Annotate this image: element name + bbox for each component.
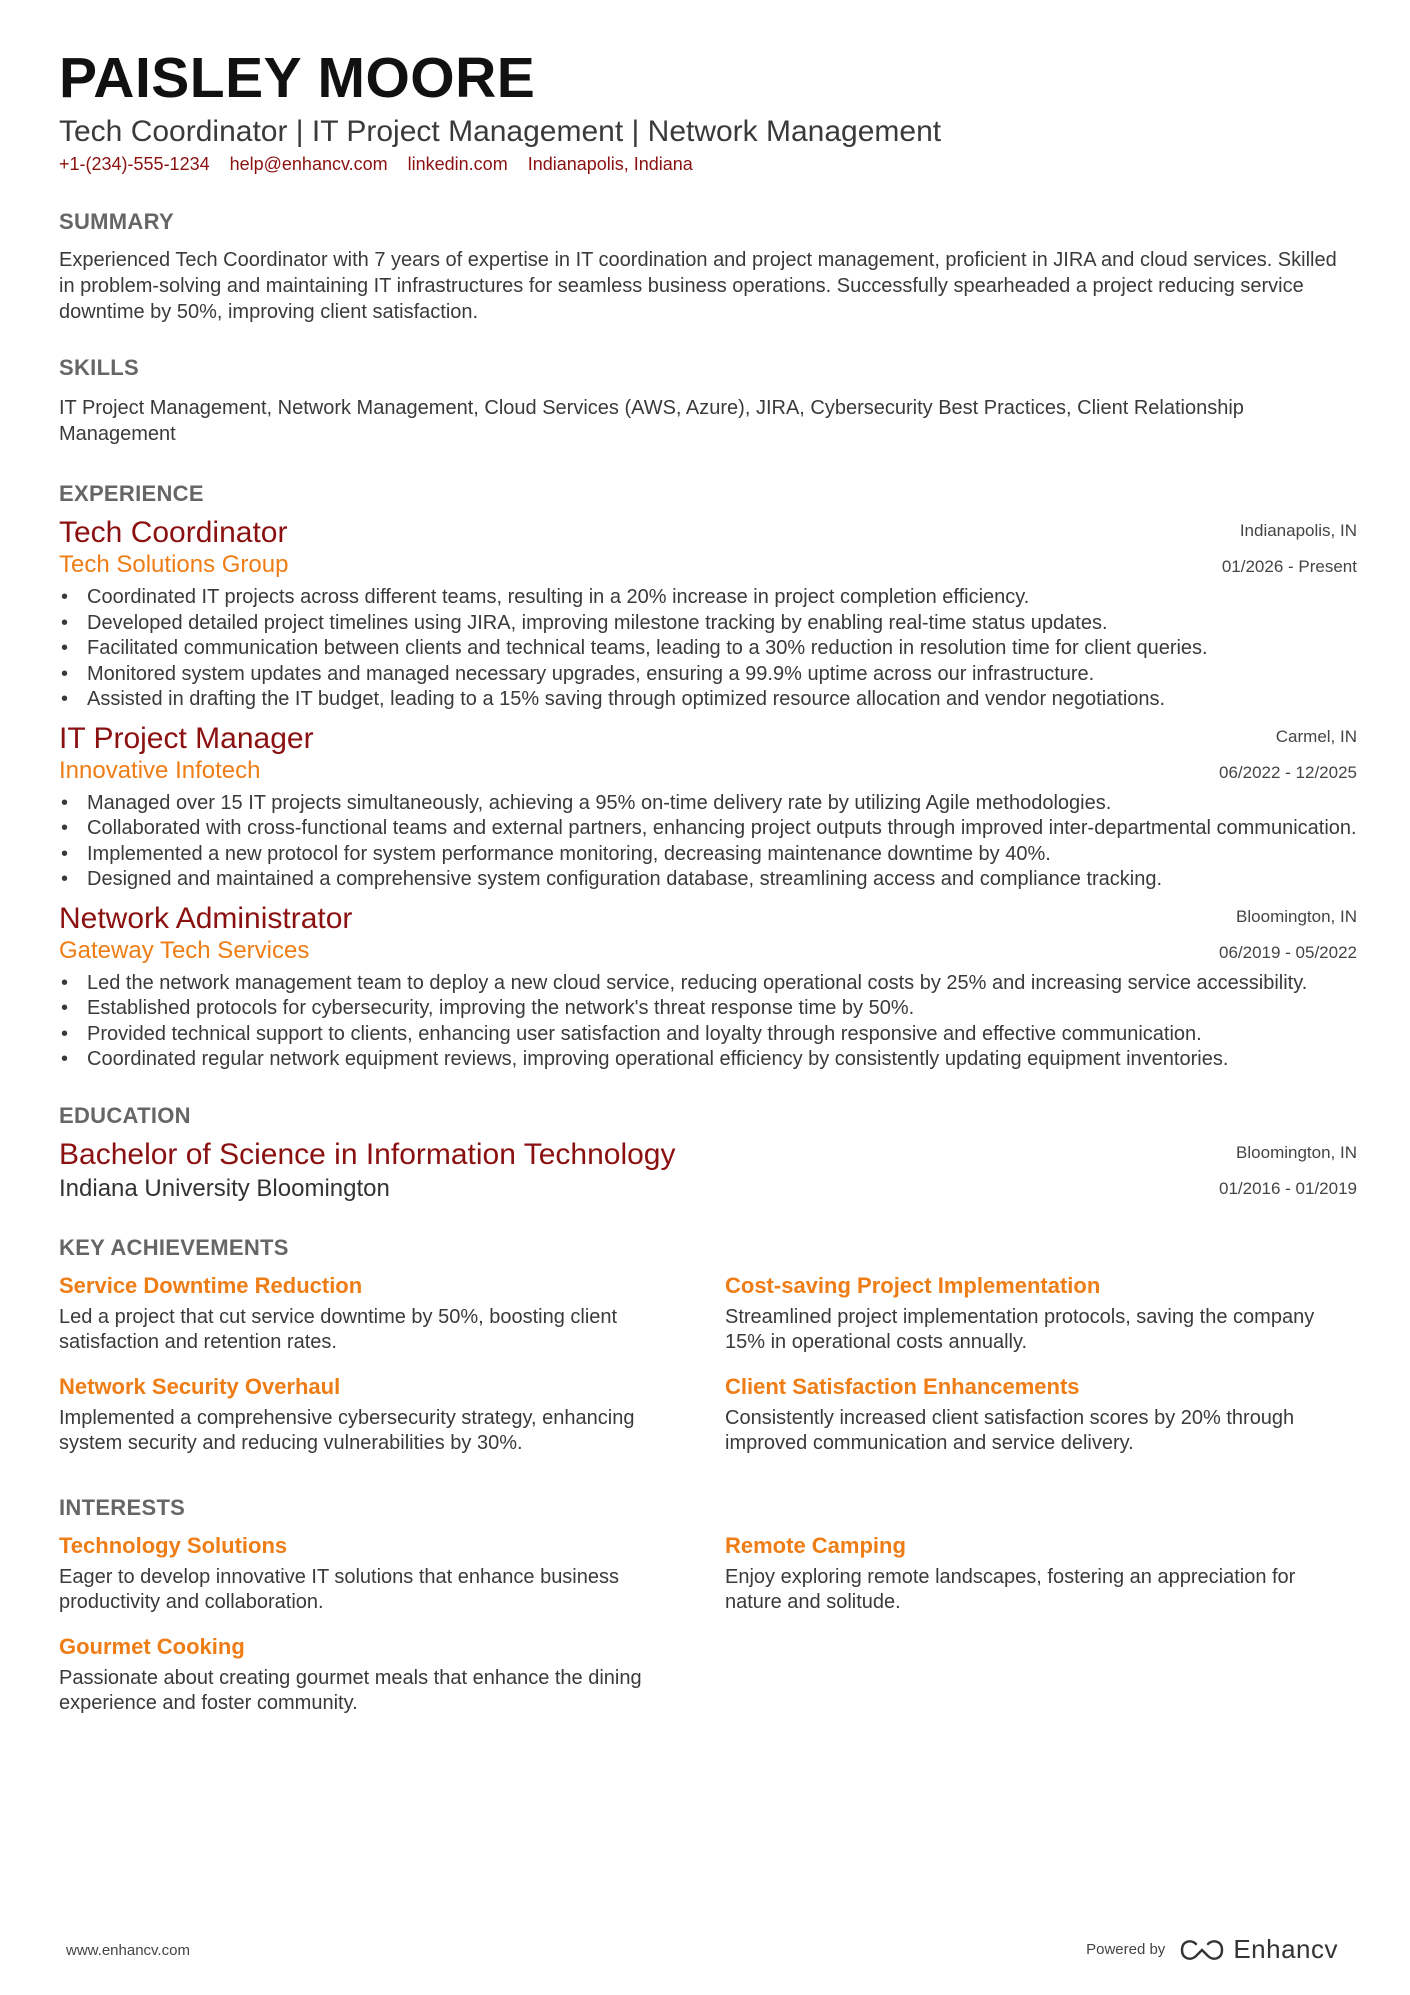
resume-page bbox=[59, 44, 1357, 1733]
entry-header bbox=[59, 1137, 1357, 1205]
bullet-item: • Collaborated with cross-functional teams and external partners, enhancing project outputs through improved inter-departmental communication. bbox=[59, 816, 1357, 842]
job-location: Indianapolis, IN bbox=[1239, 521, 1357, 540]
bullet-item: • Led the network management team to deploy a new cloud service, reducing operational costs by 25% and increasing service accessibility. bbox=[59, 971, 1357, 997]
interest-title: Remote Camping bbox=[725, 1532, 906, 1558]
interest-item bbox=[725, 1531, 1355, 1616]
degree-title: Bachelor of Science in Information Technology bbox=[59, 1137, 676, 1171]
achievement-title: Network Security Overhaul bbox=[59, 1373, 341, 1399]
location-text: Indianapolis, Indiana bbox=[527, 154, 693, 174]
bullet-item: • Managed over 15 IT projects simultaneously, achieving a 95% on-time delivery rate by utilizing Agile methodologies. bbox=[59, 791, 1357, 817]
achievements-section bbox=[59, 1235, 1357, 1473]
achievement-title: Cost-saving Project Implementation bbox=[725, 1272, 1101, 1298]
brand-name: Enhancv bbox=[1233, 1934, 1338, 1964]
contact-row bbox=[59, 154, 1357, 175]
achievement-item bbox=[725, 1372, 1355, 1457]
bullet-list bbox=[59, 585, 1357, 713]
bullet-item: • Monitored system updates and managed necessary upgrades, ensuring a 99.9% uptime across our infrastructure. bbox=[59, 662, 1357, 688]
bullet-list bbox=[59, 971, 1357, 1073]
achievement-desc: Led a project that cut service downtime by 50%, boosting client satisfaction and retention rates. bbox=[59, 1305, 618, 1353]
education-entry bbox=[59, 1137, 1357, 1205]
interest-title: Gourmet Cooking bbox=[59, 1633, 245, 1659]
company-name: Tech Solutions Group bbox=[59, 551, 289, 578]
footer-url-link[interactable]: www.enhancv.com bbox=[66, 1942, 190, 1959]
achievement-title: Client Satisfaction Enhancements bbox=[725, 1373, 1080, 1399]
achievement-desc: Implemented a comprehensive cybersecurity strategy, enhancing system security and reducing vulnerabilities by 30%. bbox=[59, 1406, 635, 1454]
section-title: SKILLS bbox=[59, 355, 140, 380]
interest-desc: Passionate about creating gourmet meals that enhance the dining experience and foster community. bbox=[59, 1666, 642, 1714]
achievement-title: Service Downtime Reduction bbox=[59, 1272, 363, 1298]
achievement-desc: Consistently increased client satisfaction scores by 20% through improved communication and service delivery. bbox=[725, 1406, 1295, 1454]
job-dates: 06/2022 - 12/2025 bbox=[1218, 762, 1357, 782]
section-title: EDUCATION bbox=[59, 1102, 191, 1128]
bullet-item: • Facilitated communication between clients and technical teams, leading to a 30% reduction in resolution time for client queries. bbox=[59, 636, 1357, 662]
summary-section bbox=[59, 209, 1357, 325]
interest-desc: Eager to develop innovative IT solutions that enhance business productivity and collaboration. bbox=[59, 1565, 619, 1613]
achievements-grid bbox=[59, 1271, 1357, 1473]
skills-section bbox=[59, 355, 1357, 447]
bullet-item: • Coordinated regular network equipment reviews, improving operational efficiency by consistently updating equipment inventories. bbox=[59, 1047, 1357, 1073]
enhancv-logo[interactable] bbox=[1179, 1934, 1338, 1965]
school-name: Indiana University Bloomington bbox=[59, 1174, 390, 1202]
job-location: Bloomington, IN bbox=[1236, 906, 1357, 926]
section-title: SUMMARY bbox=[59, 209, 174, 234]
experience-section bbox=[59, 481, 1357, 1073]
interest-item bbox=[59, 1632, 689, 1717]
bullet-item: • Developed detailed project timelines using JIRA, improving milestone tracking by enabling real-time status updates. bbox=[59, 611, 1357, 637]
phone-link[interactable]: +1-(234)-555-1234 bbox=[59, 154, 210, 174]
entry-header bbox=[59, 515, 1357, 581]
interest-desc: Enjoy exploring remote landscapes, fostering an appreciation for nature and solitude. bbox=[725, 1565, 1296, 1613]
job-title: Tech Coordinator bbox=[59, 516, 288, 549]
interests-grid bbox=[59, 1531, 1357, 1733]
company-name: Innovative Infotech bbox=[59, 756, 261, 784]
bullet-item: • Implemented a new protocol for system performance monitoring, decreasing maintenance downtime by 40%. bbox=[59, 842, 1357, 868]
bullet-item: • Assisted in drafting the IT budget, leading to a 15% saving through optimized resource allocation and vendor negotiations. bbox=[59, 687, 1357, 713]
interests-section bbox=[59, 1495, 1357, 1733]
bullet-item: • Coordinated IT projects across different teams, resulting in a 20% increase in project completion efficiency. bbox=[59, 585, 1357, 611]
entry-header bbox=[59, 901, 1357, 967]
achievement-desc: Streamlined project implementation protocols, saving the company 15% in operational costs annually. bbox=[725, 1305, 1315, 1353]
school-dates: 01/2016 - 01/2019 bbox=[1218, 1178, 1357, 1198]
job-title: Network Administrator bbox=[59, 901, 353, 935]
experience-entry bbox=[59, 721, 1357, 893]
linkedin-link[interactable]: linkedin.com bbox=[407, 154, 508, 174]
school-location: Bloomington, IN bbox=[1236, 1142, 1357, 1162]
skills-text: IT Project Management, Network Management, Cloud Services (AWS, Azure), JIRA, Cybersecurity Best Practices, Client Relationship Management bbox=[59, 397, 1244, 445]
interest-item bbox=[59, 1531, 689, 1616]
section-title: EXPERIENCE bbox=[59, 481, 204, 506]
job-title: IT Project Manager bbox=[59, 721, 314, 755]
job-location: Carmel, IN bbox=[1275, 726, 1357, 746]
experience-entry bbox=[59, 515, 1357, 713]
bullet-list bbox=[59, 791, 1357, 893]
entry-header bbox=[59, 721, 1357, 787]
interest-title: Technology Solutions bbox=[59, 1532, 288, 1558]
company-name: Gateway Tech Services bbox=[59, 936, 310, 964]
achievement-item bbox=[725, 1271, 1355, 1356]
summary-text: Experienced Tech Coordinator with 7 years of expertise in IT coordination and project management, proficient in JIRA and cloud services. Skilled in problem-solving and maintaining IT infrastructures for seamless business operations. Successfully spearheaded a project reducing service downtime by 50%, improving client satisfaction. bbox=[59, 249, 1337, 323]
footer-brand bbox=[1086, 1934, 1338, 1965]
achievement-item bbox=[59, 1271, 689, 1356]
resume-header bbox=[59, 44, 1357, 175]
section-title: KEY ACHIEVEMENTS bbox=[59, 1234, 289, 1260]
bullet-item: • Designed and maintained a comprehensive system configuration database, streamlining access and compliance tracking. bbox=[59, 867, 1357, 893]
achievement-item bbox=[59, 1372, 689, 1457]
job-dates: 06/2019 - 05/2022 bbox=[1218, 942, 1357, 962]
experience-entry bbox=[59, 901, 1357, 1073]
bullet-item: • Established protocols for cybersecurity, improving the network's threat response time by 50%. bbox=[59, 996, 1357, 1022]
enhancv-logo-icon bbox=[1179, 1938, 1225, 1962]
education-section bbox=[59, 1103, 1357, 1205]
powered-by-label: Powered by bbox=[1086, 1941, 1166, 1958]
candidate-name: PAISLEY MOORE bbox=[59, 46, 536, 110]
job-dates: 01/2026 - Present bbox=[1221, 557, 1357, 576]
headline: Tech Coordinator | IT Project Management | Network Management bbox=[59, 115, 942, 148]
email-link[interactable]: help@enhancv.com bbox=[229, 154, 388, 174]
section-title: INTERESTS bbox=[59, 1494, 186, 1520]
bullet-item: • Provided technical support to clients, enhancing user satisfaction and loyalty through responsive and effective communication. bbox=[59, 1022, 1357, 1048]
